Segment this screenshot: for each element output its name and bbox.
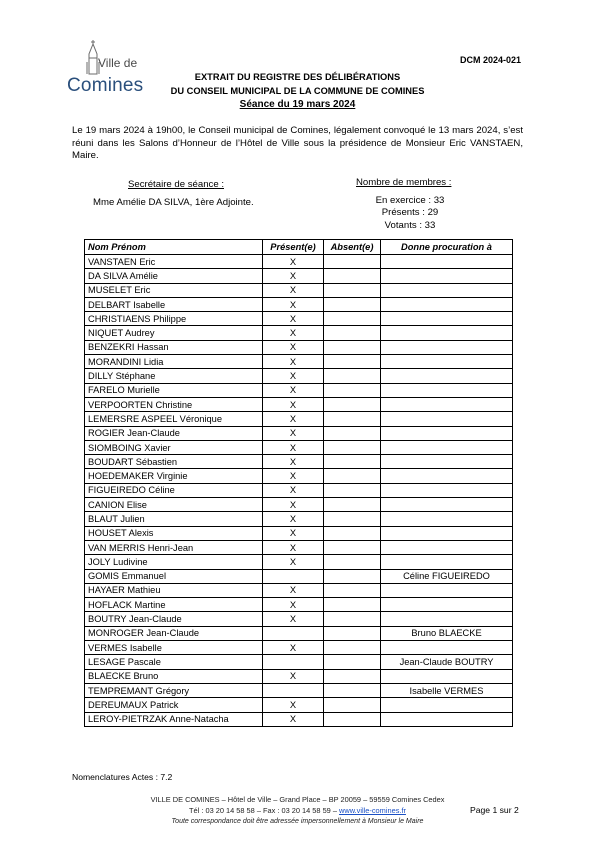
session-date-title: Séance du 19 mars 2024 (239, 99, 356, 110)
member-name: LEROY-PIETRZAK Anne-Natacha (85, 712, 263, 726)
table-row (85, 455, 513, 469)
present-mark: X (263, 355, 324, 369)
member-name: HAYAER Mathieu (85, 583, 263, 597)
absent-mark (324, 583, 381, 597)
proxy-name: Bruno BLAECKE (381, 626, 513, 640)
table-row (85, 655, 513, 669)
page-number: Page 1 sur 2 (470, 805, 519, 815)
present-mark: X (263, 498, 324, 512)
absent-mark (324, 683, 381, 697)
proxy-name (381, 483, 513, 497)
footer-phone-fax: Tél : 03 20 14 58 58 – Fax : 03 20 14 58 59 – (189, 806, 340, 815)
member-name: JOLY Ludivine (85, 555, 263, 569)
logo-text-ville: Ville de (98, 56, 138, 70)
table-row (85, 712, 513, 726)
absent-mark (324, 255, 381, 269)
table-row (85, 255, 513, 269)
present-mark: X (263, 340, 324, 354)
member-name: VERMES Isabelle (85, 641, 263, 655)
present-mark: X (263, 540, 324, 554)
table-row (85, 612, 513, 626)
header-name: Nom Prénom (85, 240, 263, 255)
proxy-name (381, 269, 513, 283)
absent-mark (324, 512, 381, 526)
present-mark: X (263, 698, 324, 712)
proxy-name (381, 412, 513, 426)
table-row (85, 440, 513, 454)
absent-mark (324, 355, 381, 369)
members-label: Nombre de membres : (356, 177, 452, 188)
table-row (85, 269, 513, 283)
table-row (85, 283, 513, 297)
table-row (85, 469, 513, 483)
present-mark: X (263, 283, 324, 297)
present-mark: X (263, 612, 324, 626)
table-row (85, 698, 513, 712)
present-mark: X (263, 440, 324, 454)
nomenclature-note: Nomenclatures Actes : 7.2 (72, 772, 173, 782)
proxy-name (381, 698, 513, 712)
member-name: BENZEKRI Hassan (85, 340, 263, 354)
member-name: MORANDINI Lidia (85, 355, 263, 369)
present-mark: X (263, 269, 324, 283)
proxy-name (381, 283, 513, 297)
members-in-exercise: En exercice : 33 (375, 195, 445, 206)
proxy-name (381, 383, 513, 397)
table-row (85, 369, 513, 383)
header-proxy: Donne procuration à (381, 240, 513, 255)
present-mark: X (263, 297, 324, 311)
proxy-name (381, 455, 513, 469)
header-present: Présent(e) (263, 240, 324, 255)
secretary-name: Mme Amélie DA SILVA, 1ère Adjointe. (93, 197, 254, 208)
member-name: BLAECKE Bruno (85, 669, 263, 683)
proxy-name (381, 255, 513, 269)
footer-address: VILLE DE COMINES – Hôtel de Ville – Grand Place – BP 20059 – 59559 Comines Cedex (150, 795, 445, 804)
proxy-name (381, 340, 513, 354)
present-mark: X (263, 383, 324, 397)
proxy-name (381, 669, 513, 683)
proxy-name: Isabelle VERMES (381, 683, 513, 697)
member-name: FIGUEIREDO Céline (85, 483, 263, 497)
table-row (85, 397, 513, 411)
absent-mark (324, 283, 381, 297)
secretary-label: Secrétaire de séance : (128, 179, 224, 190)
table-row (85, 483, 513, 497)
present-mark: X (263, 412, 324, 426)
absent-mark (324, 326, 381, 340)
absent-mark (324, 655, 381, 669)
member-name: MONROGER Jean-Claude (85, 626, 263, 640)
member-name: VANSTAEN Eric (85, 255, 263, 269)
proxy-name (381, 369, 513, 383)
table-row (85, 412, 513, 426)
absent-mark (324, 626, 381, 640)
footer-correspondence-note: Toute correspondance doit être adressée impersonnellement à Monsieur le Maire (171, 818, 424, 825)
proxy-name (381, 712, 513, 726)
absent-mark (324, 455, 381, 469)
member-name: CANION Elise (85, 498, 263, 512)
member-name: DILLY Stéphane (85, 369, 263, 383)
present-mark: X (263, 397, 324, 411)
absent-mark (324, 412, 381, 426)
member-name: CHRISTIAENS Philippe (85, 312, 263, 326)
proxy-name (381, 641, 513, 655)
proxy-name (381, 297, 513, 311)
table-row (85, 312, 513, 326)
proxy-name (381, 583, 513, 597)
table-row (85, 498, 513, 512)
absent-mark (324, 469, 381, 483)
proxy-name (381, 526, 513, 540)
member-name: HOEDEMAKER Virginie (85, 469, 263, 483)
table-row (85, 355, 513, 369)
table-row (85, 540, 513, 554)
proxy-name (381, 326, 513, 340)
present-mark (263, 655, 324, 669)
present-mark: X (263, 712, 324, 726)
present-mark (263, 626, 324, 640)
absent-mark (324, 369, 381, 383)
present-mark: X (263, 469, 324, 483)
absent-mark (324, 669, 381, 683)
table-row (85, 326, 513, 340)
absent-mark (324, 483, 381, 497)
present-mark: X (263, 669, 324, 683)
present-mark: X (263, 526, 324, 540)
present-mark: X (263, 455, 324, 469)
member-name: FARELO Murielle (85, 383, 263, 397)
absent-mark (324, 498, 381, 512)
absent-mark (324, 540, 381, 554)
table-row (85, 669, 513, 683)
member-name: HOUSET Alexis (85, 526, 263, 540)
table-row (85, 569, 513, 583)
table-row (85, 641, 513, 655)
proxy-name (381, 512, 513, 526)
table-row (85, 512, 513, 526)
present-mark: X (263, 512, 324, 526)
present-mark: X (263, 426, 324, 440)
proxy-name (381, 426, 513, 440)
present-mark: X (263, 583, 324, 597)
intro-paragraph: Le 19 mars 2024 à 19h00, le Conseil municipal de Comines, légalement convoqué le 13 mars 2024, s’est réuni dans les Salons d’Honneur de l’Hôtel de Ville sous la présidence de Monsieur Eric VANSTAEN, Maire. (72, 125, 523, 161)
absent-mark (324, 397, 381, 411)
document-title-line1: EXTRAIT DU REGISTRE DES DÉLIBÉRATIONS (194, 72, 401, 82)
proxy-name (381, 312, 513, 326)
member-name: LESAGE Pascale (85, 655, 263, 669)
present-mark: X (263, 326, 324, 340)
present-mark: X (263, 255, 324, 269)
members-present: Présents : 29 (381, 207, 439, 218)
member-name: DA SILVA Amélie (85, 269, 263, 283)
proxy-name (381, 612, 513, 626)
present-mark (263, 569, 324, 583)
absent-mark (324, 698, 381, 712)
present-mark: X (263, 598, 324, 612)
member-name: DELBART Isabelle (85, 297, 263, 311)
member-name: GOMIS Emmanuel (85, 569, 263, 583)
deliberation-reference: DCM 2024-021 (459, 55, 521, 65)
proxy-name (381, 355, 513, 369)
present-mark: X (263, 369, 324, 383)
member-name: DEREUMAUX Patrick (85, 698, 263, 712)
present-mark (263, 683, 324, 697)
member-name: HOFLACK Martine (85, 598, 263, 612)
header-absent: Absent(e) (324, 240, 381, 255)
proxy-name (381, 540, 513, 554)
attendance-header-row (85, 240, 513, 255)
table-row (85, 555, 513, 569)
absent-mark (324, 712, 381, 726)
logo-text-comines: Comines (67, 75, 144, 96)
website-link[interactable]: www.ville-comines.fr (339, 806, 406, 815)
table-row (85, 340, 513, 354)
attendance-table (84, 239, 513, 727)
absent-mark (324, 641, 381, 655)
present-mark: X (263, 483, 324, 497)
table-row (85, 383, 513, 397)
absent-mark (324, 269, 381, 283)
member-name: BOUTRY Jean-Claude (85, 612, 263, 626)
table-row (85, 297, 513, 311)
present-mark: X (263, 312, 324, 326)
proxy-name (381, 498, 513, 512)
absent-mark (324, 612, 381, 626)
absent-mark (324, 569, 381, 583)
absent-mark (324, 440, 381, 454)
member-name: SIOMBOING Xavier (85, 440, 263, 454)
present-mark: X (263, 555, 324, 569)
absent-mark (324, 297, 381, 311)
absent-mark (324, 383, 381, 397)
member-name: VERPOORTEN Christine (85, 397, 263, 411)
members-voters: Votants : 33 (384, 220, 436, 231)
absent-mark (324, 555, 381, 569)
member-name: NIQUET Audrey (85, 326, 263, 340)
absent-mark (324, 598, 381, 612)
table-row (85, 598, 513, 612)
proxy-name (381, 397, 513, 411)
member-name: LEMERSRE ASPEEL Véronique (85, 412, 263, 426)
member-name: BLAUT Julien (85, 512, 263, 526)
absent-mark (324, 340, 381, 354)
proxy-name (381, 555, 513, 569)
table-row (85, 426, 513, 440)
member-name: ROGIER Jean-Claude (85, 426, 263, 440)
table-row (85, 526, 513, 540)
member-name: BOUDART Sébastien (85, 455, 263, 469)
absent-mark (324, 426, 381, 440)
member-name: VAN MERRIS Henri-Jean (85, 540, 263, 554)
member-name: MUSELET Eric (85, 283, 263, 297)
table-row (85, 683, 513, 697)
table-row (85, 626, 513, 640)
table-row (85, 583, 513, 597)
proxy-name: Jean-Claude BOUTRY (381, 655, 513, 669)
present-mark: X (263, 641, 324, 655)
absent-mark (324, 312, 381, 326)
proxy-name: Céline FIGUEIREDO (381, 569, 513, 583)
proxy-name (381, 598, 513, 612)
proxy-name (381, 469, 513, 483)
proxy-name (381, 440, 513, 454)
absent-mark (324, 526, 381, 540)
document-title-line2: DU CONSEIL MUNICIPAL DE LA COMMUNE DE COMINES (170, 86, 425, 96)
member-name: TEMPREMANT Grégory (85, 683, 263, 697)
